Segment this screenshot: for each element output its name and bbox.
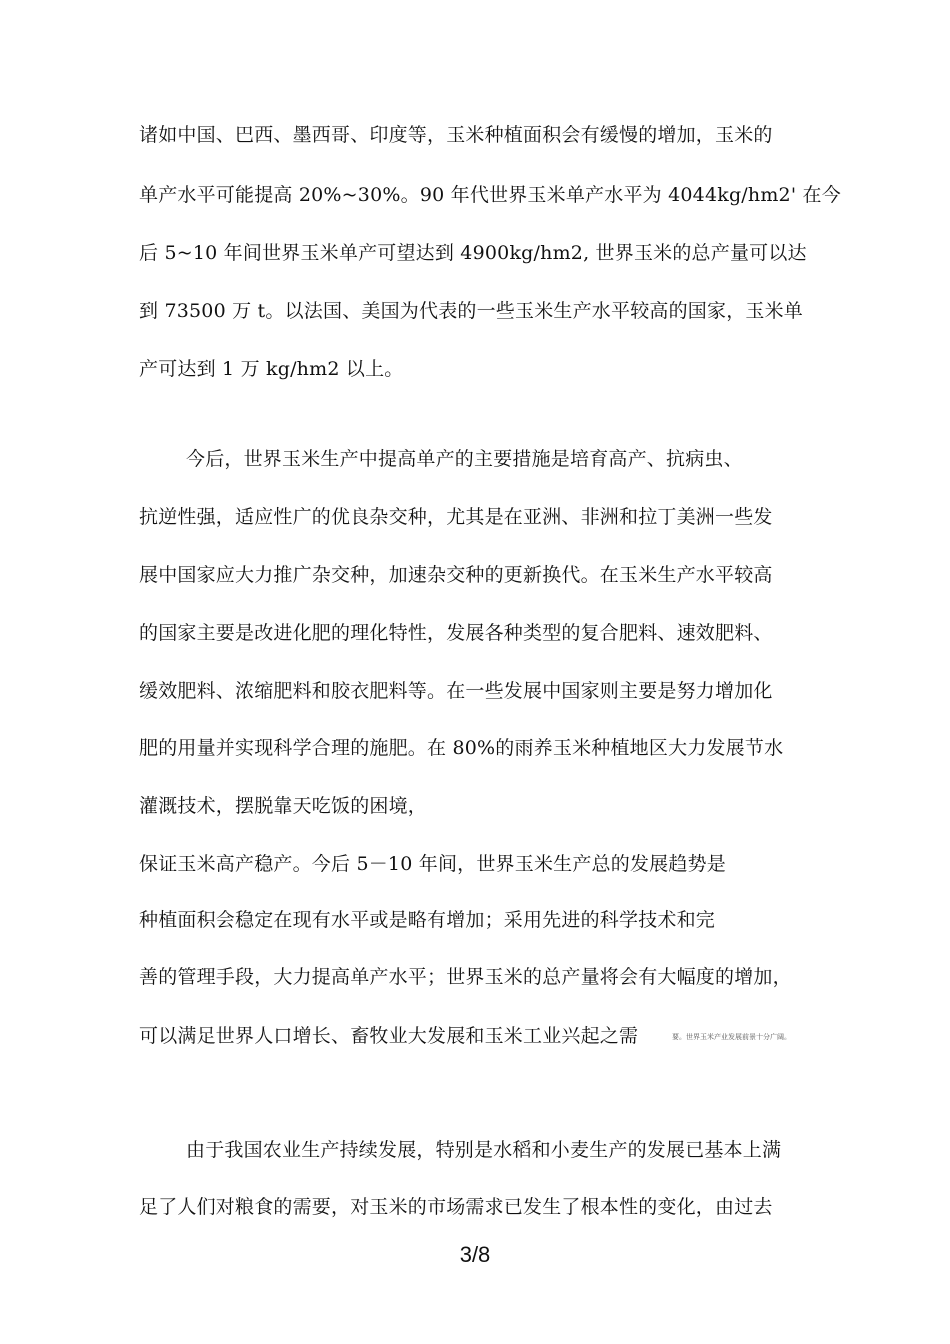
text-line: 抗逆性强，适应性广的优良杂交种，尤其是在亚洲、非洲和拉丁美洲一些发: [139, 506, 773, 528]
text-line: 可以满足世界人口增长、畜牧业大发展和玉米工业兴起之需: [139, 1025, 639, 1047]
text-line: 足了人们对粮食的需要，对玉米的市场需求已发生了根本性的变化，由过去: [139, 1196, 773, 1218]
text-line: 诸如中国、巴西、墨西哥、印度等，玉米种植面积会有缓慢的增加，玉米的: [139, 124, 773, 146]
text-line: 肥的用量并实现科学合理的施肥。在 80%的雨养玉米种植地区大力发展节水: [139, 737, 784, 759]
text-line: 单产水平可能提高 20%~30%。90 年代世界玉米单产水平为 4044kg/hm2' 在今: [139, 184, 841, 206]
text-line: 展中国家应大力推广杂交种，加速杂交种的更新换代。在玉米生产水平较高: [139, 564, 773, 586]
text-line: 由于我国农业生产持续发展，特别是水稻和小麦生产的发展已基本上满: [186, 1139, 782, 1161]
text-line: 灌溉技术，摆脱靠天吃饭的困境，: [139, 795, 428, 817]
tiny-text-note: 要。世界玉米产业发展前景十分广阔。: [672, 1033, 791, 1041]
text-line: 产可达到 1 万 kg/hm2 以上。: [139, 358, 404, 380]
text-line: 的国家主要是改进化肥的理化特性，发展各种类型的复合肥料、速效肥料、: [139, 622, 773, 644]
text-line: 今后，世界玉米生产中提高单产的主要措施是培育高产、抗病虫、: [186, 448, 743, 470]
text-line: 保证玉米高产稳产。今后 5－10 年间，世界玉米生产总的发展趋势是: [139, 853, 726, 875]
page-number: 3/8: [459, 1242, 491, 1267]
text-line: 善的管理手段，大力提高单产水平；世界玉米的总产量将会有大幅度的增加，: [139, 966, 792, 988]
text-line: 缓效肥料、浓缩肥料和胶衣肥料等。在一些发展中国家则主要是努力增加化: [139, 680, 773, 702]
text-line: 后 5~10 年间世界玉米单产可望达到 4900kg/hm2, 世界玉米的总产量可以达: [139, 242, 807, 264]
text-line: 种植面积会稳定在现有水平或是略有增加；采用先进的科学技术和完: [139, 909, 716, 931]
text-line: 到 73500 万 t。以法国、美国为代表的一些玉米生产水平较高的国家，玉米单: [139, 300, 803, 322]
